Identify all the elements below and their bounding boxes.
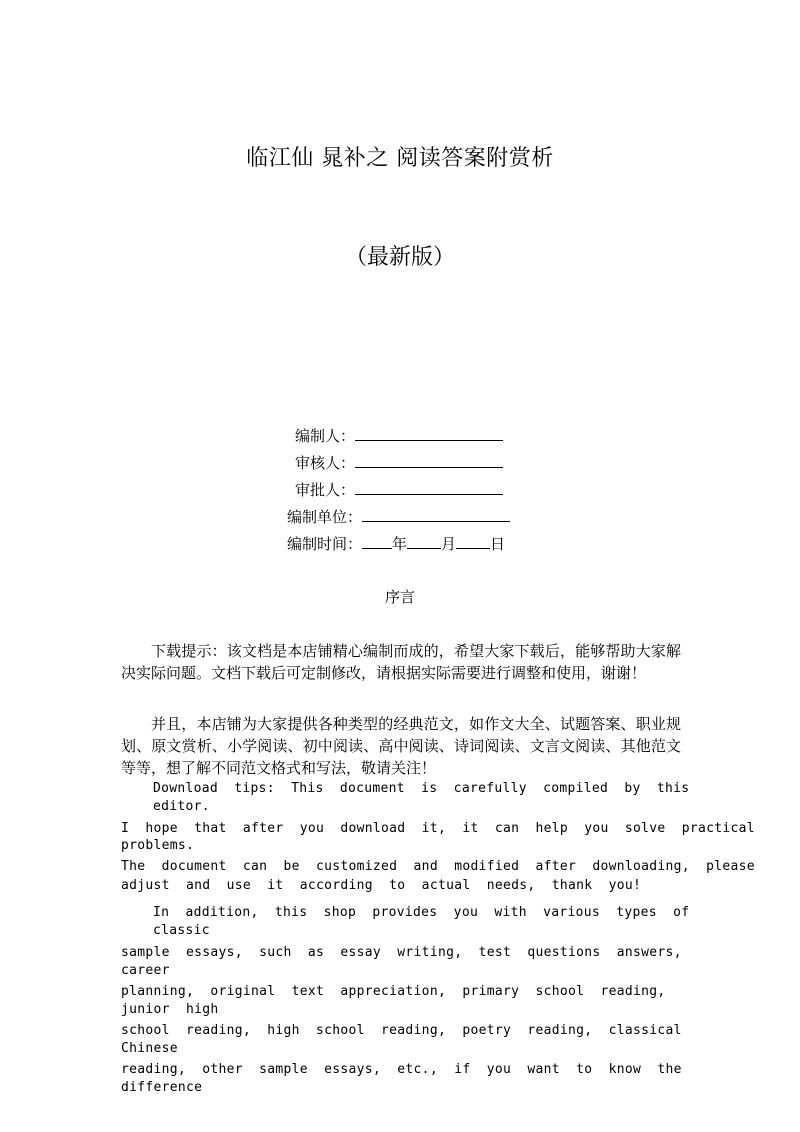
month-blank — [407, 534, 441, 549]
en-line-3: I hope that after you download it, it can help you solve practical — [121, 821, 755, 836]
en-line-10: career — [121, 963, 170, 978]
document-title: 临江仙 晁补之 阅读答案附赏析 — [246, 146, 554, 171]
compiler-blank — [355, 426, 503, 441]
day-blank — [456, 534, 490, 549]
en-line-9: sample essays, such as essay writing, test questions answers, — [121, 945, 682, 960]
en-line-2: editor. — [153, 799, 210, 814]
reviewer-field — [295, 453, 503, 473]
unit-label: 编制单位： — [287, 508, 363, 526]
preface-paragraph-2: 并且，本店铺为大家提供各种类型的经典范文，如作文大全、试题答案、职业规划、原文赏析、小学阅读、初中阅读、高中阅读、诗词阅读、文言文阅读、其他范文等等，想了解不同范文格式和写法，敬请关注！ — [121, 715, 681, 777]
preface-heading: 序言 — [384, 588, 415, 606]
en-line-16: difference — [121, 1080, 203, 1095]
compiler-field — [295, 426, 503, 446]
approver-blank — [355, 480, 503, 495]
en-line-8: classic — [153, 923, 210, 938]
year-blank — [362, 534, 392, 549]
approver-field — [295, 480, 503, 500]
approver-label: 审批人： — [295, 481, 356, 499]
reviewer-blank — [355, 453, 503, 468]
unit-blank — [362, 507, 510, 522]
time-field — [287, 534, 505, 554]
en-line-12: junior high — [121, 1002, 219, 1017]
day-label: 日 — [490, 535, 506, 553]
en-line-5: The document can be customized and modified after downloading, please — [121, 859, 755, 874]
preface-paragraph-1: 下载提示：该文档是本店铺精心编制而成的，希望大家下载后，能够帮助大家解决实际问题。文档下载后可定制修改，请根据实际需要进行调整和使用，谢谢！ — [121, 642, 681, 682]
time-label: 编制时间： — [287, 535, 363, 553]
compiler-label: 编制人： — [295, 427, 356, 445]
en-line-6: adjust and use it according to actual needs, thank you! — [121, 878, 642, 893]
year-label: 年 — [392, 535, 408, 553]
en-line-7: In addition, this shop provides you with various types of — [153, 905, 690, 920]
en-line-11: planning, original text appreciation, primary school reading, — [121, 984, 666, 999]
en-line-15: reading, other sample essays, etc., if you want to know the — [121, 1062, 682, 1077]
document-subtitle: （最新版） — [344, 245, 455, 270]
unit-field — [287, 507, 510, 527]
en-line-13: school reading, high school reading, poetry reading, classical — [121, 1023, 682, 1038]
reviewer-label: 审核人： — [295, 454, 356, 472]
en-line-1: Download tips: This document is carefully compiled by this — [153, 781, 690, 796]
month-label: 月 — [441, 535, 457, 553]
en-line-4: problems. — [121, 838, 195, 853]
en-line-14: Chinese — [121, 1041, 178, 1056]
